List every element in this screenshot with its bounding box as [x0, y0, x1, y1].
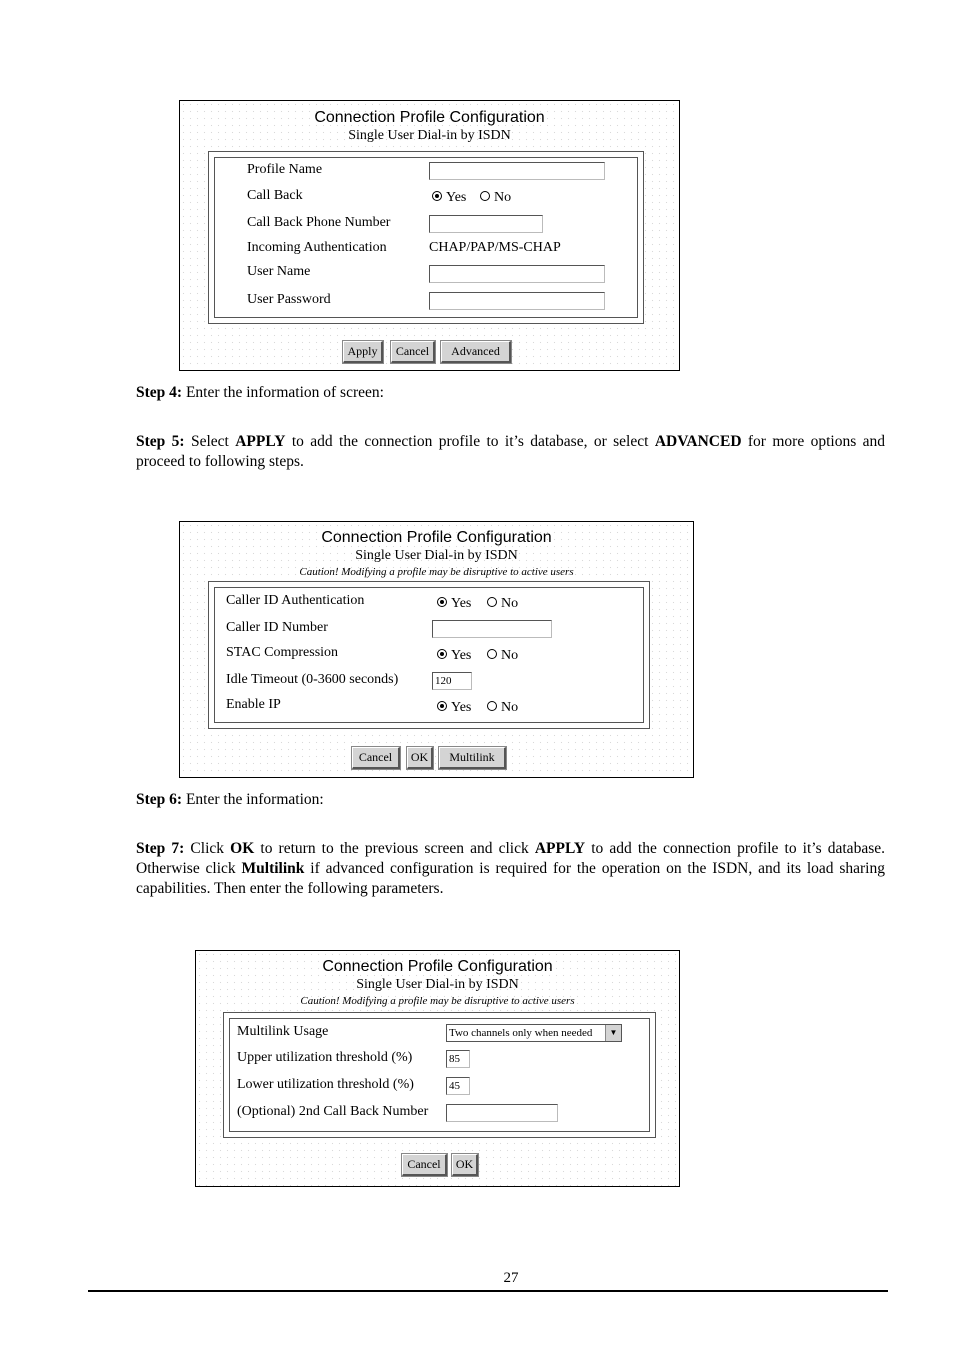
step-7-t2: to return to the previous screen and click — [254, 840, 535, 857]
step-6-body: Enter the information: — [182, 791, 324, 808]
label-upper-threshold: Upper utilization threshold (%) — [237, 1050, 413, 1065]
step-6-text — [136, 790, 885, 810]
idle-timeout-input[interactable]: 120 — [432, 672, 472, 690]
panel-connection-profile-1 — [179, 100, 680, 371]
lower-threshold-input[interactable]: 45 — [446, 1077, 470, 1095]
cancel-button[interactable]: Cancel — [391, 341, 435, 363]
step-5-t1: Select — [184, 433, 236, 450]
label-multilink-usage: Multilink Usage — [237, 1024, 329, 1039]
step-4-label: Step 4: — [136, 384, 183, 401]
enable-ip-yes-radio[interactable] — [437, 700, 471, 716]
cancel-button[interactable]: Cancel — [352, 747, 400, 769]
step-7-b3: Multilink — [241, 860, 305, 877]
radio-yes-label: Yes — [446, 190, 467, 205]
form-frame-inner — [214, 587, 644, 723]
step-7-text — [136, 839, 885, 899]
step-5-t2: to add the connection profile to it’s database, or select — [285, 433, 655, 450]
radio-yes-label: Yes — [451, 700, 472, 715]
caution-text: Caution! Modifying a profile may be disruptive to active users — [300, 995, 575, 1007]
page-number: 27 — [503, 1270, 519, 1286]
multilink-usage-select[interactable] — [446, 1024, 622, 1042]
step-5-b2: ADVANCED — [654, 433, 742, 450]
radio-unselected-icon — [487, 649, 497, 659]
radio-selected-icon — [432, 191, 442, 201]
step-4-text — [136, 383, 885, 403]
label-user-password: User Password — [247, 292, 331, 307]
radio-selected-icon — [437, 597, 447, 607]
step-5-label: Step 5: — [136, 433, 185, 450]
label-call-back-phone: Call Back Phone Number — [247, 215, 391, 230]
label-second-callback: (Optional) 2nd Call Back Number — [237, 1104, 429, 1119]
caution-text: Caution! Modifying a profile may be disruptive to active users — [299, 566, 574, 578]
label-call-back: Call Back — [247, 188, 303, 203]
step-7-t3: to add the connection profile to it’s database. Otherwise click — [136, 840, 885, 877]
upper-threshold-input[interactable]: 85 — [446, 1050, 470, 1068]
second-callback-input[interactable] — [446, 1104, 558, 1122]
form-frame-inner — [229, 1018, 650, 1132]
ok-button[interactable]: OK — [452, 1154, 478, 1176]
step-5-text — [136, 432, 885, 472]
radio-unselected-icon — [487, 701, 497, 711]
step-5-t3: for more options and proceed to following steps. — [136, 433, 885, 470]
radio-selected-icon — [437, 649, 447, 659]
form-frame — [208, 151, 644, 324]
label-caller-id-number: Caller ID Number — [226, 620, 328, 635]
caller-id-auth-no-radio[interactable] — [487, 596, 518, 612]
chevron-down-icon[interactable]: ▼ — [605, 1025, 621, 1041]
radio-no-label: No — [494, 190, 512, 205]
step-4-body: Enter the information of screen: — [182, 384, 384, 401]
panel-title: Connection Profile Configuration — [314, 109, 545, 126]
radio-unselected-icon — [480, 191, 490, 201]
call-back-yes-radio[interactable] — [432, 190, 466, 206]
incoming-auth-value: CHAP/PAP/MS-CHAP — [429, 240, 561, 255]
panel-title: Connection Profile Configuration — [322, 958, 553, 975]
footer-rule — [88, 1290, 888, 1292]
label-idle-timeout: Idle Timeout (0-3600 seconds) — [226, 672, 399, 687]
form-frame — [208, 581, 650, 729]
label-user-name: User Name — [247, 264, 311, 279]
multilink-usage-value: Two channels only when needed — [449, 1027, 593, 1039]
panel-subtitle: Single User Dial-in by ISDN — [356, 977, 519, 992]
user-password-input[interactable] — [429, 292, 605, 310]
profile-name-input[interactable] — [429, 162, 605, 180]
label-stac: STAC Compression — [226, 645, 339, 660]
enable-ip-no-radio[interactable] — [487, 700, 518, 716]
step-7-b2: APPLY — [534, 840, 586, 857]
user-name-input[interactable] — [429, 265, 605, 283]
panel-subtitle: Single User Dial-in by ISDN — [348, 128, 511, 143]
radio-unselected-icon — [487, 597, 497, 607]
stac-no-radio[interactable] — [487, 648, 518, 664]
label-caller-id-auth: Caller ID Authentication — [226, 593, 365, 608]
step-7-b1: OK — [230, 840, 255, 857]
step-7-label: Step 7: — [136, 840, 185, 857]
radio-selected-icon — [437, 701, 447, 711]
radio-no-label: No — [501, 648, 519, 663]
step-7-t1: Click — [184, 840, 231, 857]
radio-no-label: No — [501, 700, 519, 715]
stac-yes-radio[interactable] — [437, 648, 471, 664]
panel-connection-profile-2 — [179, 521, 694, 778]
advanced-button[interactable]: Advanced — [441, 341, 511, 363]
label-lower-threshold: Lower utilization threshold (%) — [237, 1077, 414, 1092]
step-5-b1: APPLY — [235, 433, 286, 450]
apply-button[interactable]: Apply — [343, 341, 383, 363]
call-back-phone-input[interactable] — [429, 215, 543, 233]
panel-connection-profile-3 — [195, 950, 680, 1187]
label-profile-name: Profile Name — [247, 162, 323, 177]
panel-subtitle: Single User Dial-in by ISDN — [355, 548, 518, 563]
step-7-t4: if advanced configuration is required for the operation on the ISDN, and its load sharing capabilities. Then enter the following parameters. — [136, 860, 885, 897]
radio-no-label: No — [501, 596, 519, 611]
label-enable-ip: Enable IP — [226, 697, 281, 712]
cancel-button[interactable]: Cancel — [402, 1154, 447, 1176]
radio-yes-label: Yes — [451, 596, 472, 611]
panel-title: Connection Profile Configuration — [321, 529, 552, 546]
call-back-no-radio[interactable] — [480, 190, 511, 206]
label-incoming-auth: Incoming Authentication — [247, 240, 387, 255]
form-frame-inner — [214, 157, 638, 318]
step-6-label: Step 6: — [136, 791, 183, 808]
multilink-button[interactable]: Multilink — [439, 747, 506, 769]
ok-button[interactable]: OK — [407, 747, 433, 769]
form-frame — [223, 1012, 656, 1138]
caller-id-auth-yes-radio[interactable] — [437, 596, 471, 612]
radio-yes-label: Yes — [451, 648, 472, 663]
caller-id-number-input[interactable] — [432, 620, 552, 638]
